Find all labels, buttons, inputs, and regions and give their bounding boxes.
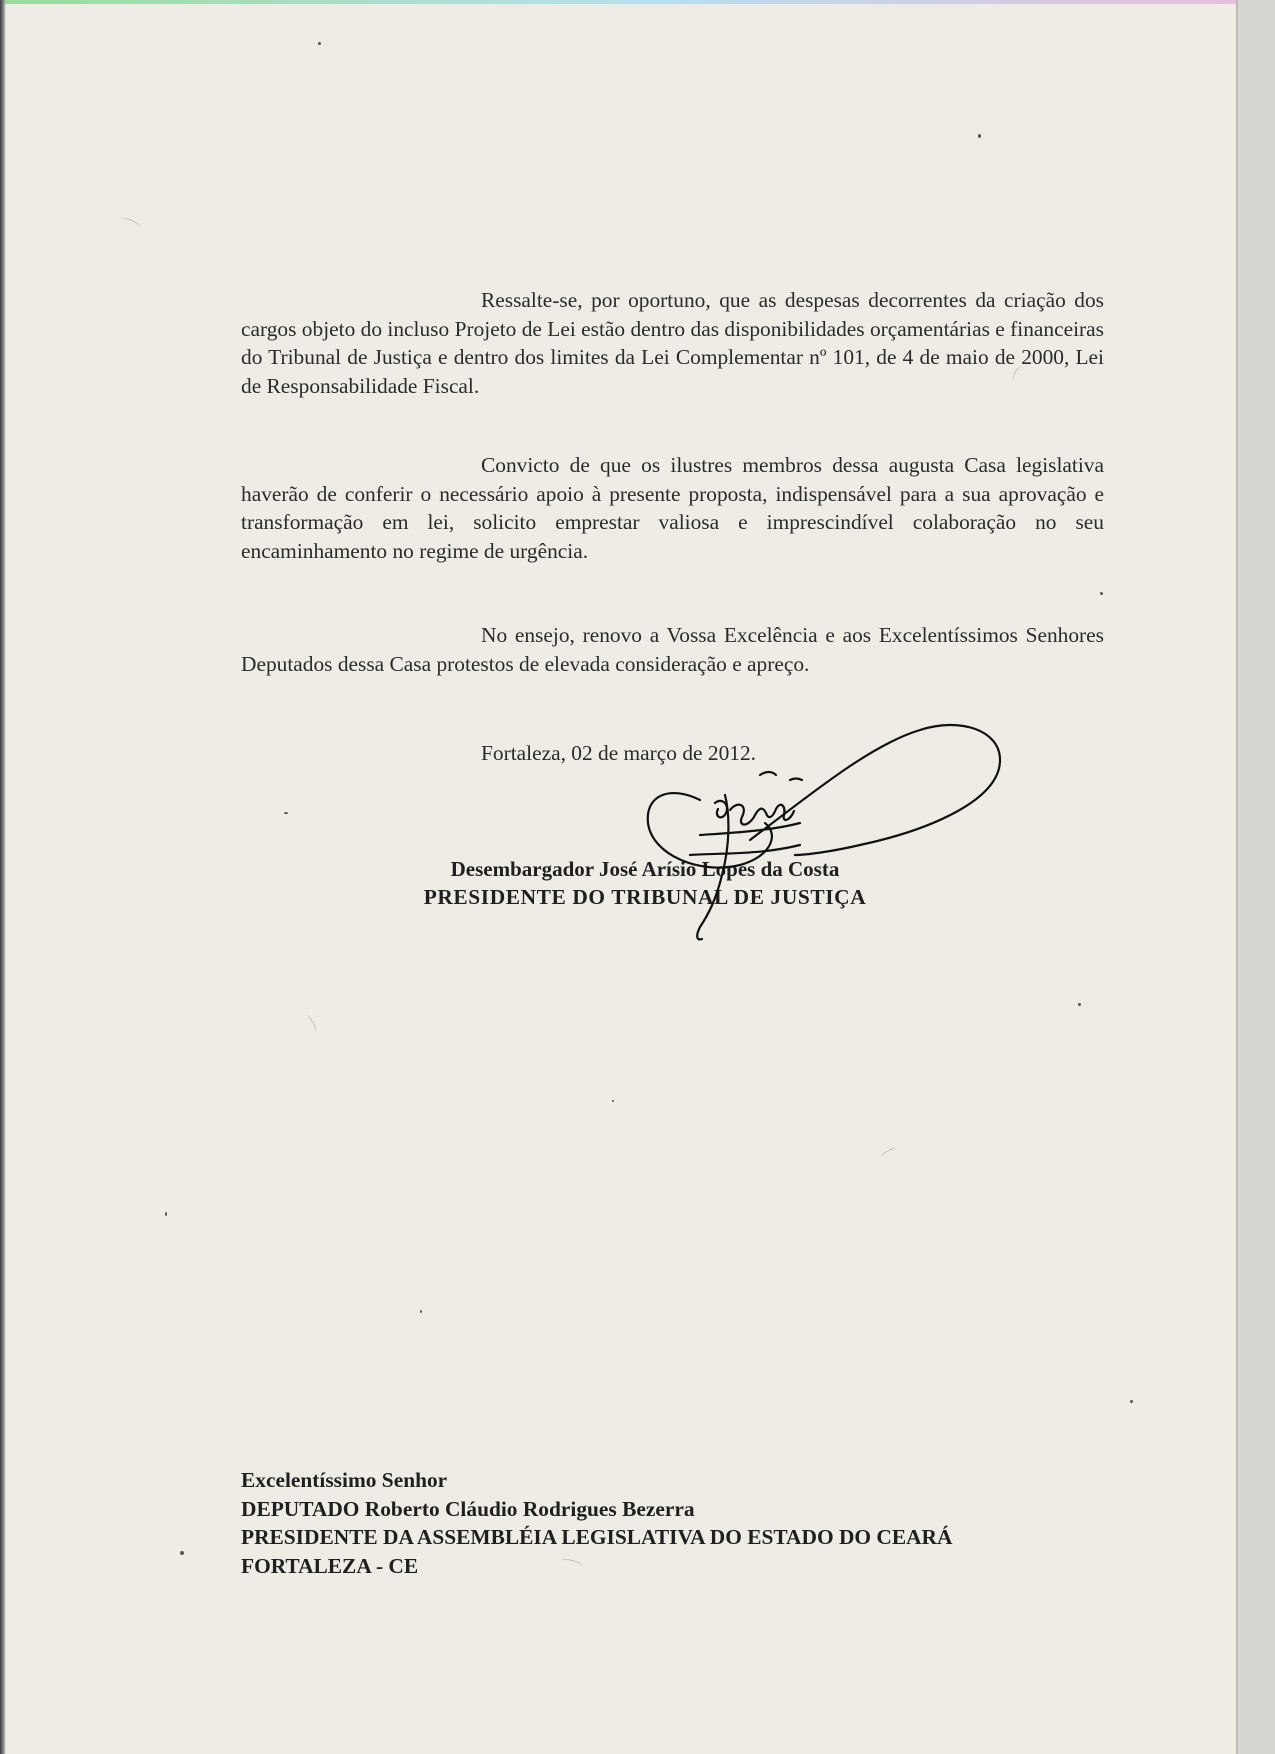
addressee-role: PRESIDENTE DA ASSEMBLÉIA LEGISLATIVA DO ESTADO DO CEARÁ <box>241 1525 953 1550</box>
paper-speck <box>1100 592 1103 595</box>
scan-top-edge <box>0 0 1275 4</box>
handwritten-signature <box>630 705 1010 945</box>
scan-left-edge <box>0 0 6 1754</box>
paper-speck <box>1078 1003 1081 1006</box>
signatory-role: PRESIDENTE DO TRIBUNAL DE JUSTIÇA <box>423 885 867 909</box>
paper-speck <box>978 134 981 138</box>
paper-speck <box>284 812 288 814</box>
paper-fiber <box>302 1013 319 1034</box>
paper-fiber <box>119 216 143 233</box>
paragraph-text: Convicto de que os ilustres membros dessa augusta Casa legislativa haverão de conferir o necessário apoio à presente proposta, indispensável para a sua aprovação e transformação em lei, solicito emprestar valiosa e imprescindível colaboração no seu encaminhamento no regime de urgência. <box>241 453 1104 563</box>
addressee-city: FORTALEZA - CE <box>241 1554 419 1579</box>
paper-speck <box>318 42 321 45</box>
paper-speck <box>612 1100 614 1102</box>
paragraph-text: No ensejo, renovo a Vossa Excelência e aos Excelentíssimos Senhores Deputados dessa Casa protestos de elevada consideração e apreço. <box>241 623 1104 676</box>
paper-fiber <box>879 1146 898 1161</box>
paragraph-closing-regards <box>241 621 1104 678</box>
paragraph-fiscal-responsibility <box>241 286 1104 400</box>
addressee-block <box>241 1466 952 1581</box>
signatory-name: Desembargador José Arísio Lopes da Costa <box>450 857 840 881</box>
addressee-salutation: Excelentíssimo Senhor <box>241 1468 448 1492</box>
addressee-name: DEPUTADO Roberto Cláudio Rodrigues Bezerra <box>241 1496 695 1521</box>
paragraph-text: Ressalte-se, por oportuno, que as despesas decorrentes da criação dos cargos objeto do incluso Projeto de Lei estão dentro das disponibilidades orçamentárias e financeiras do Tribunal de Justiça e dentro dos limites da Lei Complementar nº 101, de 4 de maio de 2000, Lei de Responsabilidade Fiscal. <box>241 288 1104 398</box>
paper-speck <box>165 1212 167 1216</box>
paragraph-support-request <box>241 451 1104 565</box>
place-and-date: Fortaleza, 02 de março de 2012. <box>481 741 757 765</box>
paper-speck <box>1130 1400 1133 1403</box>
paper-speck <box>420 1310 422 1313</box>
scan-right-strip <box>1238 0 1275 1754</box>
paper-speck <box>180 1551 184 1555</box>
